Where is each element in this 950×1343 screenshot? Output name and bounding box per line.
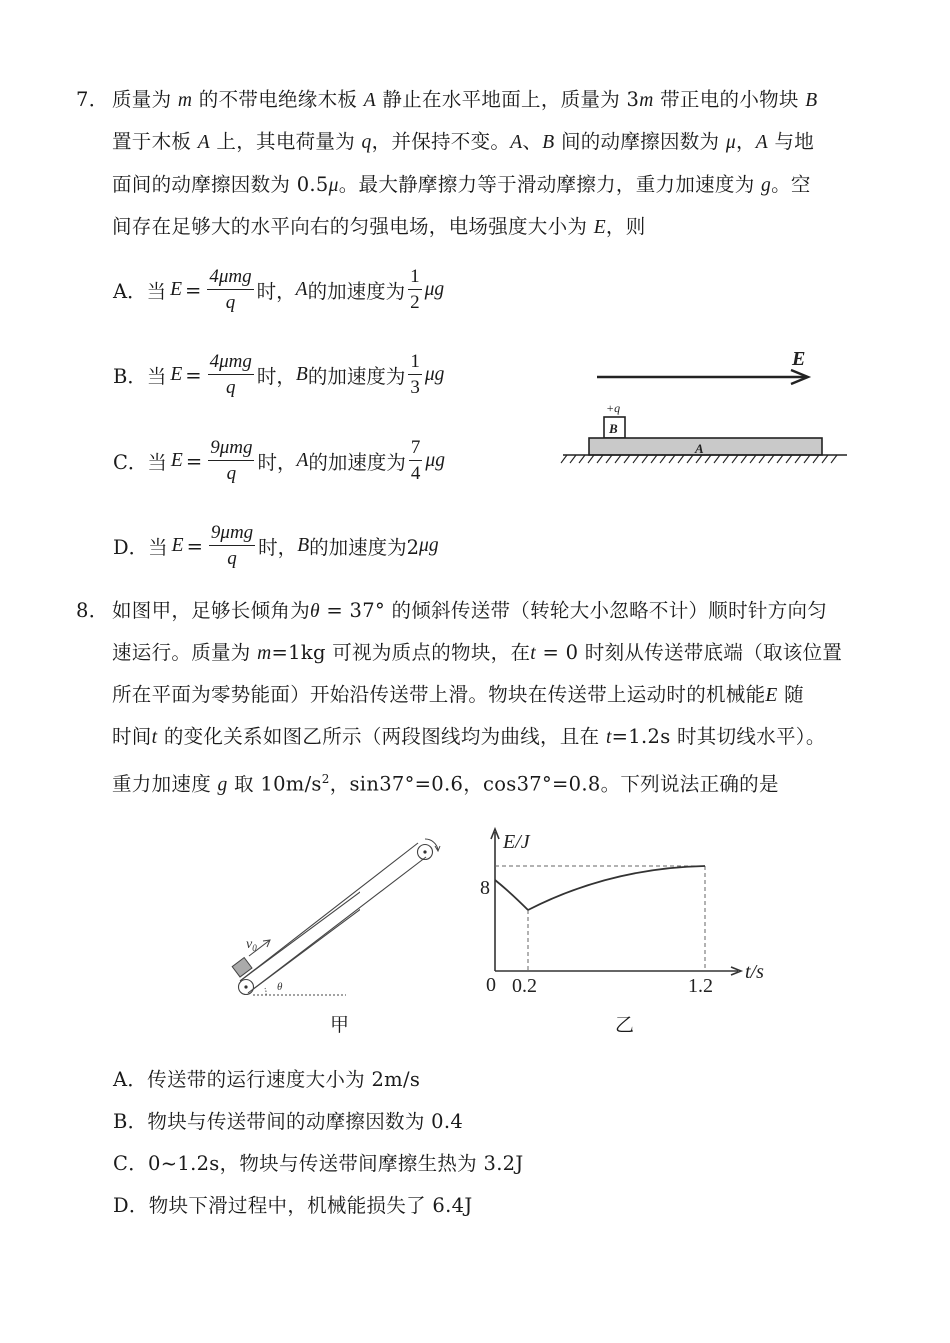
fraction bbox=[208, 436, 254, 487]
q8-chart-et bbox=[470, 826, 780, 1001]
q8-line-2 bbox=[112, 639, 842, 668]
text: 的加速度为 bbox=[307, 365, 406, 388]
var: A bbox=[295, 279, 308, 300]
numerator: 7 bbox=[409, 436, 423, 461]
denominator: 4 bbox=[410, 462, 421, 484]
q8-line-4 bbox=[112, 723, 826, 752]
equals: = bbox=[185, 449, 203, 473]
hatch-mark bbox=[786, 455, 792, 463]
option-label: A．当 bbox=[113, 280, 167, 303]
hatch-mark bbox=[615, 455, 621, 463]
var: μg bbox=[424, 279, 445, 300]
hatch-mark bbox=[570, 455, 576, 463]
v-symbol: v bbox=[246, 937, 253, 952]
hatch-mark bbox=[822, 455, 828, 463]
var: μg bbox=[424, 364, 445, 385]
text: ，并保持不变。 bbox=[371, 130, 511, 153]
q8-option-a: A．传送带的运行速度大小为 2m/s bbox=[113, 1068, 421, 1091]
q7-option-c bbox=[113, 431, 445, 491]
q7-line-1 bbox=[112, 86, 817, 115]
q8-option-c: C．0~1.2s，物块与传送带间摩擦生热为 3.2J bbox=[113, 1152, 524, 1175]
hatch-mark bbox=[624, 455, 630, 463]
q8-line-5 bbox=[112, 765, 779, 800]
var: A bbox=[363, 90, 376, 111]
denominator: q bbox=[225, 376, 236, 398]
board-a bbox=[589, 438, 822, 455]
denominator: 3 bbox=[410, 376, 420, 398]
var: θ bbox=[310, 601, 320, 622]
text: 间的动摩擦因数为 bbox=[554, 130, 726, 153]
text: 质量为 bbox=[112, 88, 178, 111]
hatch-mark bbox=[813, 455, 819, 463]
text: 。空 bbox=[771, 173, 811, 196]
var: q bbox=[361, 132, 372, 153]
equals: = bbox=[185, 363, 202, 387]
hatch-mark bbox=[795, 455, 801, 463]
var: μ bbox=[328, 175, 339, 196]
hatch-mark bbox=[741, 455, 747, 463]
hatch-mark bbox=[606, 455, 612, 463]
text: ，sin37°=0.6，cos37°=0.8。下列说法正确的是 bbox=[329, 772, 779, 796]
numerator: 1 bbox=[408, 265, 422, 290]
fraction bbox=[408, 350, 422, 401]
q7-line-3 bbox=[112, 171, 811, 200]
hatch-mark bbox=[669, 455, 675, 463]
numerator: 9μmg bbox=[209, 521, 255, 546]
text: 重力加速度 bbox=[112, 772, 218, 796]
y-tick-8: 8 bbox=[480, 877, 490, 899]
curve-segment-1 bbox=[495, 880, 528, 910]
hatch-mark bbox=[579, 455, 585, 463]
hatch-mark bbox=[678, 455, 684, 463]
denominator: q bbox=[225, 291, 236, 313]
text: ， bbox=[735, 130, 756, 153]
var: E bbox=[593, 217, 606, 238]
var: A bbox=[296, 450, 309, 471]
text: 所在平面为零势能面）开始沿传送带上滑。物块在传送带上运动时的机械能 bbox=[112, 683, 766, 706]
var: t bbox=[151, 727, 158, 748]
numerator: 4μmg bbox=[208, 350, 254, 375]
var: E bbox=[170, 364, 183, 385]
fraction bbox=[207, 265, 253, 316]
var: m bbox=[639, 90, 654, 111]
equals: = bbox=[185, 278, 202, 302]
q7-line-2 bbox=[112, 128, 814, 157]
hatch-mark bbox=[759, 455, 765, 463]
y-axis-label: E/J bbox=[503, 831, 530, 853]
numerator: 1 bbox=[408, 350, 422, 375]
hatch-mark bbox=[831, 455, 837, 463]
fraction bbox=[408, 265, 422, 316]
var: μg bbox=[419, 535, 439, 556]
hatch-mark bbox=[705, 455, 711, 463]
hatch-mark bbox=[768, 455, 774, 463]
text: 时， bbox=[256, 280, 296, 303]
var: B bbox=[542, 132, 555, 153]
hatch-mark bbox=[651, 455, 657, 463]
var: μ bbox=[725, 132, 736, 153]
numerator: 4μmg bbox=[207, 265, 253, 290]
charge-label: +q bbox=[606, 401, 621, 415]
text: 如图甲，足够长倾角为 bbox=[112, 599, 311, 622]
text: 、 bbox=[522, 130, 543, 153]
hatch-mark bbox=[777, 455, 783, 463]
numerator: 9μmg bbox=[208, 436, 254, 461]
var: E bbox=[765, 685, 778, 706]
q8-line-1 bbox=[112, 597, 827, 626]
text: 时， bbox=[258, 536, 298, 559]
var: B bbox=[297, 535, 310, 556]
text: 时， bbox=[256, 365, 296, 388]
ground-hatch bbox=[561, 455, 837, 463]
option-label: C．当 bbox=[113, 451, 167, 474]
text: = 0 时刻从传送带底端（取该位置 bbox=[535, 641, 843, 664]
fraction bbox=[209, 521, 255, 572]
field-label: E bbox=[792, 348, 806, 370]
var: A bbox=[197, 132, 210, 153]
text: =1kg 可视为质点的物块，在 bbox=[271, 641, 531, 664]
text: 间存在足够大的水平向右的匀强电场，电场强度大小为 bbox=[112, 215, 594, 238]
text: 时间 bbox=[112, 725, 152, 748]
text: 速运行。质量为 bbox=[112, 641, 258, 664]
caption-yi: 乙 bbox=[615, 1014, 635, 1036]
x-tick-0.2: 0.2 bbox=[512, 975, 537, 997]
var: E bbox=[170, 450, 183, 471]
text: 取 10m/s bbox=[227, 772, 322, 796]
hatch-mark bbox=[714, 455, 720, 463]
angle-label: θ bbox=[277, 981, 283, 993]
curve-segment-2 bbox=[528, 866, 705, 910]
text: 带正电的小物块 bbox=[653, 88, 806, 111]
q7-figure bbox=[555, 340, 855, 470]
var: g bbox=[217, 774, 228, 796]
q8-belt-connector bbox=[240, 830, 440, 1000]
text: 时， bbox=[257, 451, 297, 474]
denominator: q bbox=[226, 462, 237, 484]
var: t bbox=[605, 727, 612, 748]
fraction bbox=[208, 350, 254, 401]
hatch-mark bbox=[588, 455, 594, 463]
var: A bbox=[510, 132, 523, 153]
q7-option-a bbox=[113, 260, 444, 320]
var: E bbox=[170, 279, 183, 300]
q8-option-b: B．物块与传送带间的动摩擦因数为 0.4 bbox=[113, 1110, 464, 1133]
q8-number: 8． bbox=[76, 599, 109, 622]
q8-line-3 bbox=[112, 681, 804, 710]
var: E bbox=[171, 535, 184, 556]
text: 的加速度为2 bbox=[309, 536, 420, 559]
q7-line-4 bbox=[112, 213, 646, 242]
belt-lower bbox=[248, 857, 426, 993]
option-label: B．当 bbox=[113, 365, 167, 388]
var: t bbox=[530, 643, 536, 664]
denominator: q bbox=[227, 547, 237, 569]
x-tick-1.2: 1.2 bbox=[688, 975, 713, 997]
hatch-mark bbox=[732, 455, 738, 463]
option-label: D．当 bbox=[113, 536, 168, 559]
equals: = bbox=[186, 534, 203, 558]
q7-option-b bbox=[113, 345, 444, 405]
hatch-mark bbox=[687, 455, 693, 463]
hatch-mark bbox=[723, 455, 729, 463]
belt-upper bbox=[240, 843, 418, 981]
superscript: 2 bbox=[321, 772, 330, 786]
fraction bbox=[409, 436, 423, 487]
text: 置于木板 bbox=[112, 130, 198, 153]
text: 的不带电绝缘木板 bbox=[192, 88, 364, 111]
v-subscript: 0 bbox=[252, 943, 257, 953]
denominator: 2 bbox=[410, 291, 420, 313]
text: = 37° 的倾斜传送带（转轮大小忽略不计）顺时针方向匀 bbox=[319, 599, 828, 622]
x-axis-label: t/s bbox=[745, 961, 764, 983]
var: μg bbox=[425, 450, 445, 471]
text: 的加速度为 bbox=[307, 280, 406, 303]
var: m bbox=[177, 90, 193, 111]
var: m bbox=[257, 643, 272, 664]
text: 静止在水平地面上，质量为 3 bbox=[375, 88, 640, 111]
hatch-mark bbox=[642, 455, 648, 463]
hatch-mark bbox=[660, 455, 666, 463]
hatch-mark bbox=[597, 455, 603, 463]
text: 的变化关系如图乙所示（两段图线均为曲线，且在 bbox=[157, 725, 606, 748]
q8-option-d: D．物块下滑过程中，机械能损失了 6.4J bbox=[113, 1194, 473, 1217]
block-b-label: B bbox=[609, 421, 618, 436]
text: 随 bbox=[777, 683, 804, 706]
text: 。最大静摩擦力等于滑动摩擦力，重力加速度为 bbox=[338, 173, 762, 196]
hatch-mark bbox=[561, 455, 567, 463]
hatch-mark bbox=[633, 455, 639, 463]
var: g bbox=[761, 175, 772, 196]
q7-number: 7． bbox=[76, 88, 109, 111]
text: ，则 bbox=[605, 215, 646, 238]
var: B bbox=[295, 364, 308, 385]
text: 面间的动摩擦因数为 0.5 bbox=[112, 173, 329, 196]
board-a-label: A bbox=[695, 441, 704, 456]
text: 的加速度为 bbox=[308, 451, 406, 474]
var: B bbox=[805, 90, 818, 111]
text: 上，其电荷量为 bbox=[209, 130, 362, 153]
text: =1.2s 时其切线水平）。 bbox=[611, 725, 826, 748]
caption-jia: 甲 bbox=[330, 1014, 350, 1036]
hatch-mark bbox=[804, 455, 810, 463]
origin-label: 0 bbox=[486, 974, 496, 996]
var: A bbox=[755, 132, 768, 153]
hatch-mark bbox=[696, 455, 702, 463]
hatch-mark bbox=[750, 455, 756, 463]
q7-option-d bbox=[113, 516, 439, 576]
text: 与地 bbox=[767, 130, 815, 153]
